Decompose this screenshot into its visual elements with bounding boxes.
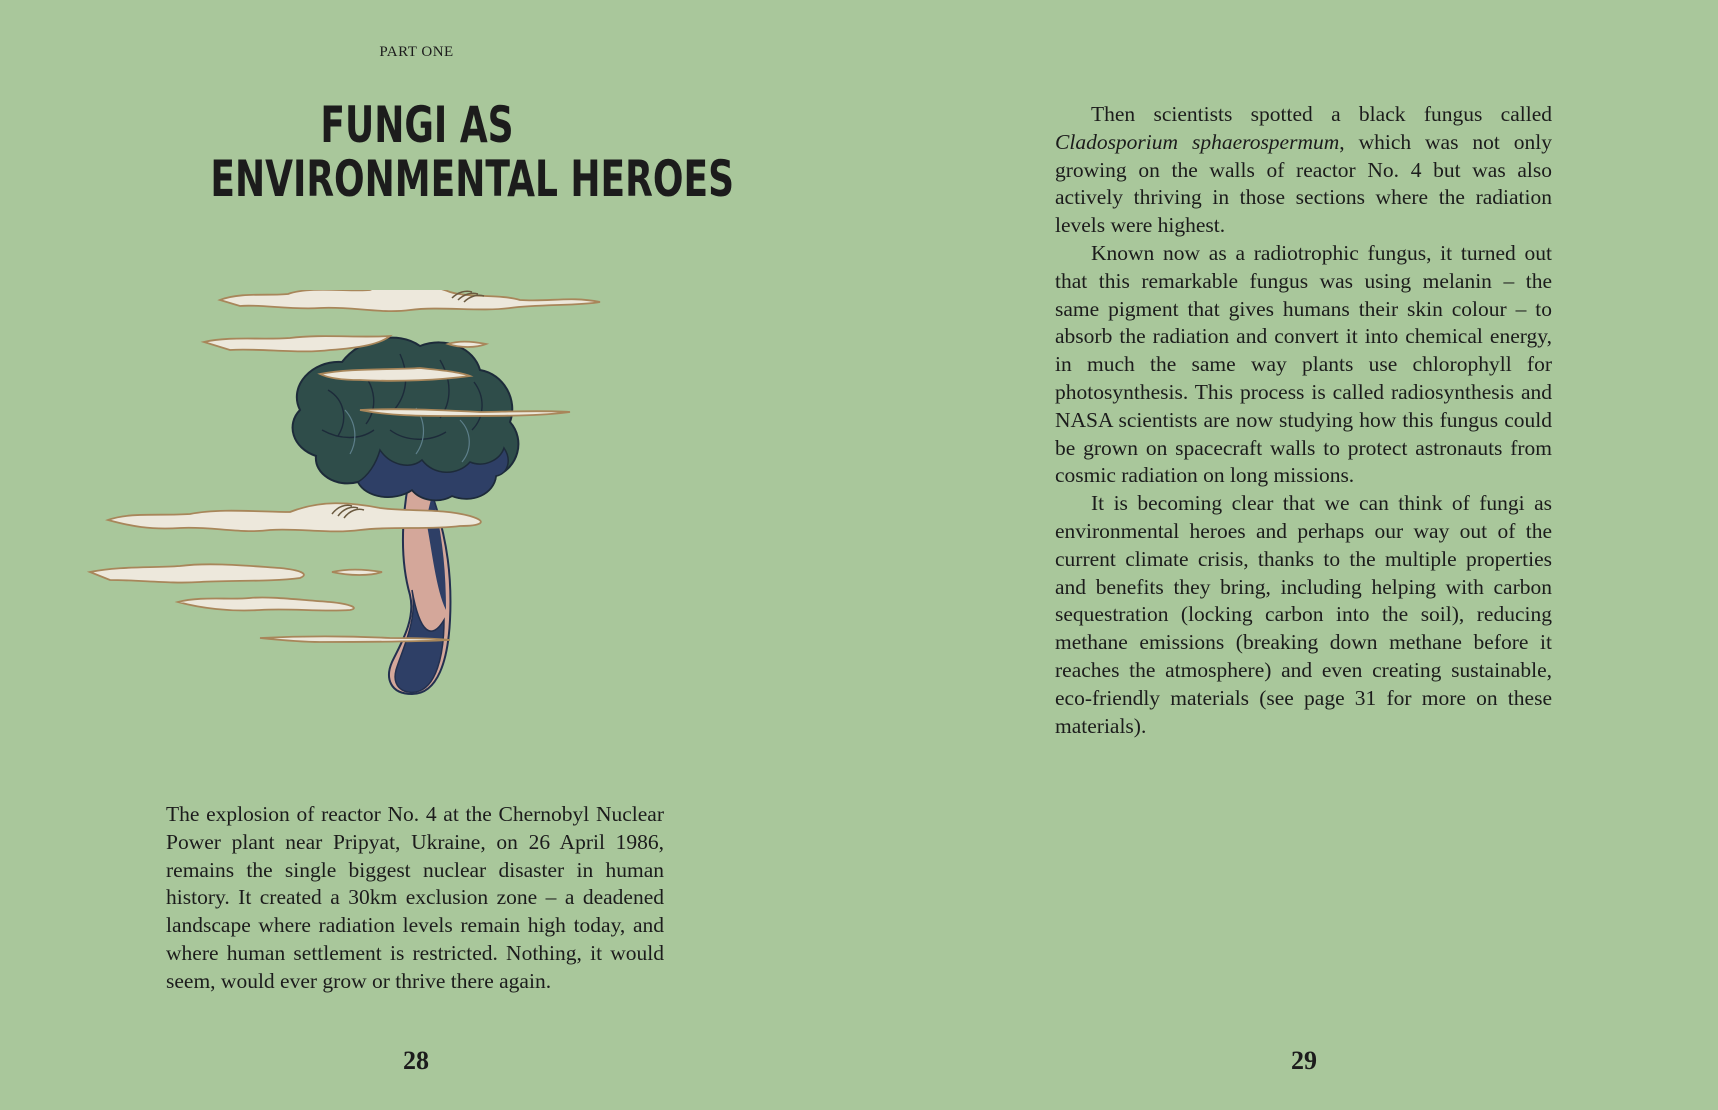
cloud-top xyxy=(220,290,600,311)
part-label: PART ONE xyxy=(379,44,454,60)
left-body-paragraph: The explosion of reactor No. 4 at the Chernobyl Nuclear Power plant near Pripyat, Ukraine, on 26 April 1986, remains the single biggest nuclear disaster in human history. It created a 30km exclusion zone – a deadened landscape where radiation levels remain high today, and where human settlement is restricted. Nothing, it would seem, would ever grow or thrive there again. xyxy=(166,802,664,993)
chapter-title xyxy=(210,96,735,208)
right-paragraph-1-start: Then scientists spotted a black fungus called xyxy=(1091,102,1552,126)
right-paragraph-1-end: , which was not only growing on the walls of reactor No. 4 but was also actively thriving in those sections where the radiation levels were highest. xyxy=(1055,129,1552,238)
cloud-6b xyxy=(332,570,382,575)
cloud-2b xyxy=(448,342,486,347)
right-paragraph-1 xyxy=(1055,101,1552,240)
page-number-left: 28 xyxy=(403,1046,429,1075)
right-body-text xyxy=(1055,101,1552,740)
cloud-7 xyxy=(178,597,354,610)
right-paragraph-3: It is becoming clear that we can think of fungi as environmental heroes and perhaps our way out of the current climate crisis, thanks to the multiple properties and benefits they bring, including helping with carbon sequestration (locking carbon into the soil), reducing methane emissions (breaking down methane before it reaches the atmosphere) and even creating sustainable, eco-friendly materials (see page 31 for more on these materials). xyxy=(1055,491,1552,738)
right-paragraph-2: Known now as a radiotrophic fungus, it turned out that this remarkable fungus was using melanin – the same pigment that gives humans their skin colour – to absorb the radiation and convert it into chemical energy, in much the same way plants use chlorophyll for photosynthesis. This process is called radiosynthesis and NASA scientists are now studying how this fungus could be grown on spacecraft walls to protect astronauts from cosmic radiation on long missions. xyxy=(1055,240,1552,488)
mushroom-cloud-illustration xyxy=(60,290,680,720)
chapter-title-line-2: ENVIRONMENTAL HEROES xyxy=(210,150,735,208)
page-number-right: 29 xyxy=(1291,1046,1317,1075)
chapter-title-line-1: FUNGI AS xyxy=(320,96,514,154)
species-name: Cladosporium sphaerospermum xyxy=(1055,129,1340,154)
cloud-6 xyxy=(90,564,304,582)
